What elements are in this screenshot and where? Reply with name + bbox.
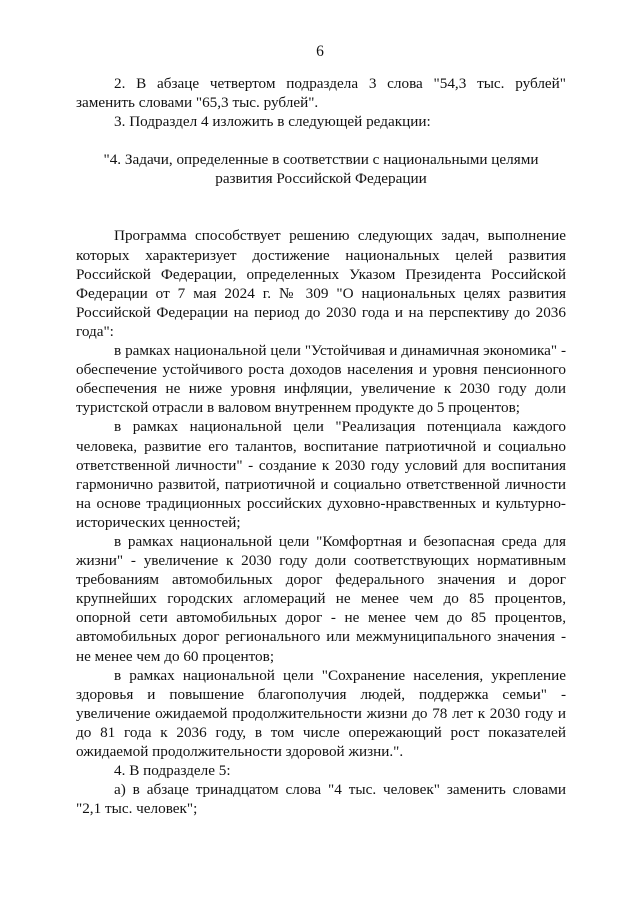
paragraph-abzac-change: 2. В абзаце четвертом подраздела 3 слова "54,3 тыс. рублей" заменить словами "65,3 тыс. рублей". (76, 75, 566, 112)
paragraph-subsection-4-intro: 3. Подраздел 4 изложить в следующей редакции: (114, 113, 431, 131)
paragraph-goal-environment: в рамках национальной цели "Комфортная и безопасная среда для жизни" - увеличение к 2030 году доли соответствующих нормативным требованиям автомобильных дорог федерального значения и дорог крупнейших городских агломераций не менее чем до 85 процентов, опорной сети автомобильных дорог - не менее чем до 85 процентов, автомобильных дорог регионального или межмуниципального значения - не менее чем до 60 процентов; (76, 532, 566, 665)
paragraph-goal-population: в рамках национальной цели "Сохранение населения, укрепление здоровья и повышение благополучия людей, поддержка семьи" - увеличение ожидаемой продолжительности жизни до 78 лет к 2030 году и до 81 года к 2036 году, в том числе опережающий рост показателей ожидаемой продолжительности здоровой жизни.". (76, 666, 566, 760)
paragraph-subsection-5: 4. В подразделе 5: (114, 762, 231, 780)
paragraph-goal-economy: в рамках национальной цели "Устойчивая и динамичная экономика" - обеспечение устойчивого роста доходов населения и уровня пенсионного обеспечения не ниже уровня инфляции, увеличение к 2030 году доли туристской отрасли в валовом внутреннем продукте до 5 процентов; (76, 342, 566, 417)
paragraph-program-tasks: Программа способствует решению следующих задач, выполнение которых характеризует достижение национальных целей развития Российской Федерации, определенных Указом Президента Российской Федерации от 7 мая 2024 г. № 309 "О национальных целях развития Российской Федерации на период до 2030 года и на перспективу до 2036 года": (76, 227, 566, 340)
page-number: 6 (316, 43, 324, 60)
document-body (76, 74, 566, 818)
paragraph-goal-potential: в рамках национальной цели "Реализация потенциала каждого человека, развитие его талантов, воспитание патриотичной и социально ответственной личности" - создание к 2030 году условий для воспитания гармонично развитой, патриотичной и социально ответственной личности на основе традиционных российских духовно-нравственных и культурно-исторических ценностей; (76, 418, 566, 531)
section-heading: "4. Задачи, определенные в соответствии с национальными целями развития Российской Федерации (103, 151, 539, 188)
paragraph-item-a: а) в абзаце тринадцатом слова "4 тыс. человек" заменить словами "2,1 тыс. человек"; (76, 781, 566, 818)
